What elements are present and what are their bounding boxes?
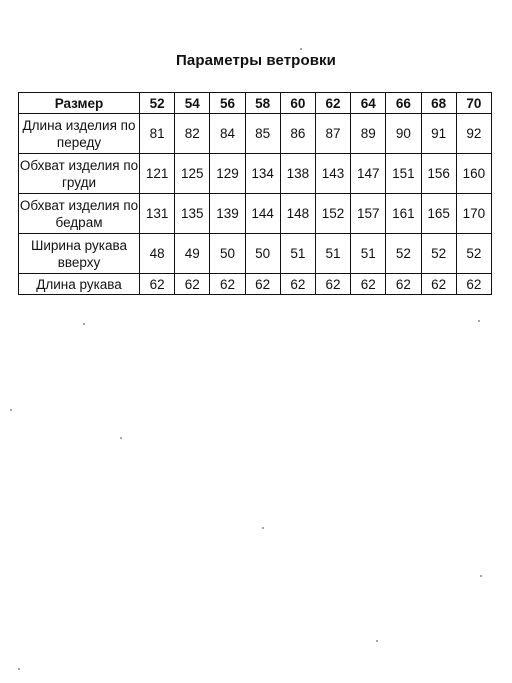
table-cell: 52	[421, 234, 456, 274]
header-size: 60	[280, 93, 315, 114]
table-cell: 89	[351, 114, 386, 154]
table-cell: 90	[386, 114, 421, 154]
table-cell: 62	[386, 274, 421, 295]
header-size: 62	[315, 93, 350, 114]
table-cell: 52	[386, 234, 421, 274]
header-size: 64	[351, 93, 386, 114]
row-label: Обхват изделия по груди	[19, 154, 140, 194]
header-size: 66	[386, 93, 421, 114]
table-cell: 50	[245, 234, 280, 274]
table-cell: 151	[386, 154, 421, 194]
table-cell: 144	[245, 194, 280, 234]
table-cell: 51	[315, 234, 350, 274]
table-row	[19, 274, 492, 295]
table-row	[19, 154, 492, 194]
table-cell: 157	[351, 194, 386, 234]
table-cell: 62	[210, 274, 245, 295]
table-cell: 139	[210, 194, 245, 234]
scan-speck	[300, 48, 302, 50]
row-label: Длина изделия по переду	[19, 114, 140, 154]
table-cell: 134	[245, 154, 280, 194]
table-cell: 160	[456, 154, 491, 194]
table-cell: 62	[421, 274, 456, 295]
table-cell: 52	[456, 234, 491, 274]
scan-speck	[10, 409, 12, 411]
scan-speck	[120, 437, 122, 439]
header-size: 56	[210, 93, 245, 114]
table-cell: 62	[315, 274, 350, 295]
table-cell: 62	[456, 274, 491, 295]
table-cell: 62	[175, 274, 210, 295]
page-title: Параметры ветровки	[176, 52, 336, 69]
table-cell: 156	[421, 154, 456, 194]
table-cell: 91	[421, 114, 456, 154]
table-cell: 87	[315, 114, 350, 154]
header-size: 70	[456, 93, 491, 114]
table-cell: 62	[351, 274, 386, 295]
table-cell: 62	[245, 274, 280, 295]
table-header-row	[19, 93, 492, 114]
header-size: 54	[175, 93, 210, 114]
table-row	[19, 234, 492, 274]
table-cell: 50	[210, 234, 245, 274]
scan-speck	[262, 527, 264, 529]
table-cell: 81	[140, 114, 175, 154]
table-cell: 49	[175, 234, 210, 274]
table-cell: 48	[140, 234, 175, 274]
table-cell: 161	[386, 194, 421, 234]
table-cell: 152	[315, 194, 350, 234]
table-cell: 165	[421, 194, 456, 234]
table-cell: 138	[280, 154, 315, 194]
table-cell: 129	[210, 154, 245, 194]
table-cell: 125	[175, 154, 210, 194]
table-cell: 170	[456, 194, 491, 234]
table-cell: 147	[351, 154, 386, 194]
table-cell: 51	[351, 234, 386, 274]
scan-speck	[480, 575, 482, 577]
table-cell: 86	[280, 114, 315, 154]
table-cell: 131	[140, 194, 175, 234]
header-size: 68	[421, 93, 456, 114]
scan-speck	[478, 320, 480, 322]
table-cell: 135	[175, 194, 210, 234]
row-label: Ширина рукава вверху	[19, 234, 140, 274]
row-label: Обхват изделия по бедрам	[19, 194, 140, 234]
table-cell: 62	[280, 274, 315, 295]
table-cell: 92	[456, 114, 491, 154]
header-size: 52	[140, 93, 175, 114]
table-row	[19, 114, 492, 154]
table-cell: 62	[140, 274, 175, 295]
size-table	[18, 92, 492, 295]
table-cell: 82	[175, 114, 210, 154]
header-size-label: Размер	[19, 93, 140, 114]
table-cell: 84	[210, 114, 245, 154]
table-row	[19, 194, 492, 234]
scan-speck	[83, 323, 85, 325]
table-cell: 143	[315, 154, 350, 194]
header-size: 58	[245, 93, 280, 114]
scan-speck	[376, 640, 378, 642]
table-cell: 121	[140, 154, 175, 194]
row-label: Длина рукава	[19, 274, 140, 295]
table-cell: 148	[280, 194, 315, 234]
table-cell: 51	[280, 234, 315, 274]
scan-speck	[18, 668, 20, 670]
table-cell: 85	[245, 114, 280, 154]
